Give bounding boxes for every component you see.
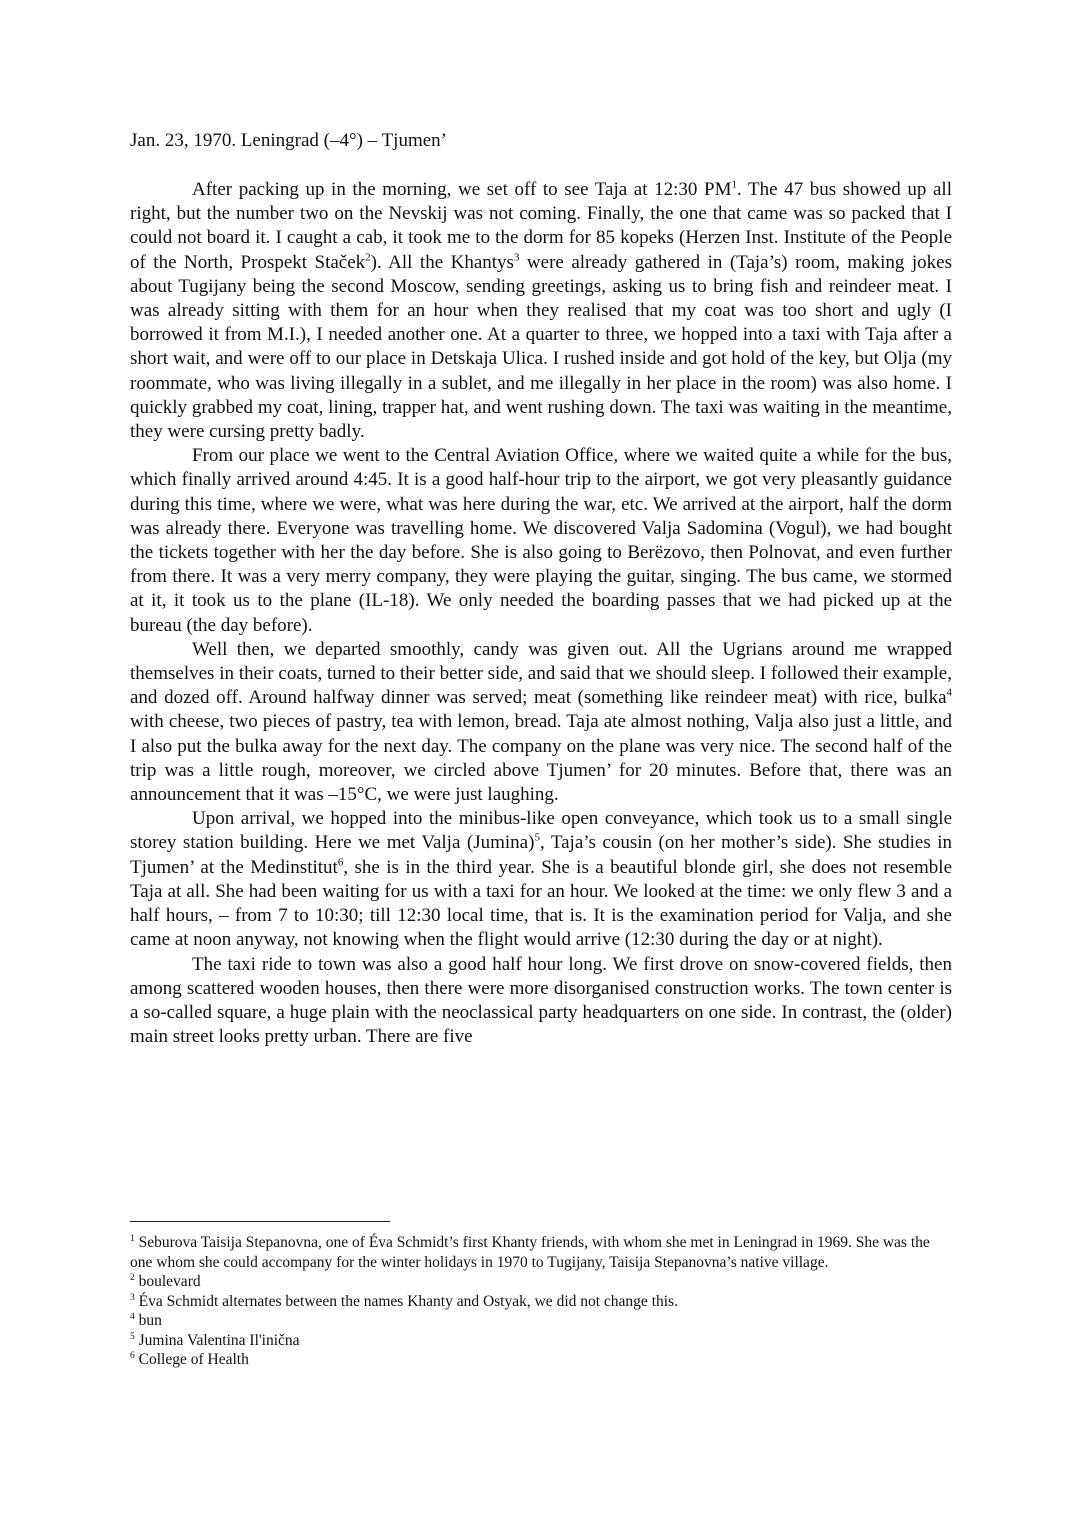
paragraph-text: , Taja’s cousin (on her mother’s side). She studies in Tjumen’ at the Medinstitut [130,832,953,878]
footnote-ref: 2 [365,251,371,264]
footnote-text: College of Health [134,1351,249,1368]
body-text [130,178,952,1049]
footnotes [130,1233,952,1370]
paragraph [130,638,952,807]
paragraph-text: ). All the Khantys [370,251,514,273]
footnote-number: 2 [130,1272,135,1283]
paragraph [130,444,952,638]
footnote [130,1311,952,1331]
footnote-ref: 6 [337,856,344,869]
footnote-number: 5 [130,1331,135,1342]
paragraph-text: The taxi ride to town was also a good half hour long. We first drove on snow-covered fields, then among scattered wooden houses, then there were more disorganised construction works. The town center is a so-called square, a huge plain with the neoclassical party headquarters on one side. In contrast, the (older) main street looks pretty urban. There are five [130,953,952,1048]
footnote-number: 1 [130,1233,135,1244]
paragraph-text: with cheese, two pieces of pastry, tea with lemon, bread. Taja ate almost nothing, Valja also just a little, and I also put the bulka away for the next day. The company on the plane was very nice. The second half of the trip was a little rough, moreover, we circled above Tjumen’ for 20 minutes. Before that, there was an announcement that it was –15°C, we were just laughing. [130,711,952,806]
footnote-text: Jumina Valentina Il'inična [134,1331,300,1349]
footnote-ref: 4 [946,686,952,699]
paragraph [130,953,952,1050]
footnote-text: bun [134,1312,162,1329]
paragraph [130,178,952,444]
footnote-text: Éva Schmidt alternates between the names Khanty and Ostyak, we did not change this. [134,1292,678,1310]
paragraph-text: Upon arrival, we hopped into the minibus-like open conveyance, which took us to a small single storey station building. Here we met Valja (Jumina) [130,808,952,854]
footnote-text: Seburova Taisija Stepanovna, one of Éva Schmidt’s first Khanty friends, with whom she met in Leningrad in 1969. She was the one whom she could accompany for the winter holidays in 1970 to Tugijany, Taisija Stepanovna’s native village. [130,1234,930,1271]
footnote [130,1292,952,1312]
entry-heading: Jan. 23, 1970. Leningrad (–4°) – Tjumen’ [130,130,447,151]
paragraph [130,807,952,952]
footnote [130,1272,952,1292]
footnote-ref: 1 [731,178,737,191]
paragraph-text: were already gathered in (Taja’s) room, making jokes about Tugijany being the second Moscow, sending greetings, asking us to bring fish and reindeer meat. I was already sitting with them for an hour when they realised that my coat was too short and ugly (I borrowed it from M.I.), I needed another one. At a quarter to three, we hopped into a taxi with Taja after a short wait, and were off to our place in Detskaja Ulica. I rushed inside and got hold of the key, but Olja (my roommate, who was living illegally in a sublet, and me illegally in her place in the room) was also home. I quickly grabbed my coat, lining, trapper hat, and went rushing down. The taxi was waiting in the meantime, they were cursing pretty badly. [130,251,952,443]
paragraph-text: Well then, we departed smoothly, candy was given out. All the Ugrians around me wrapped themselves in their coats, turned to their better side, and said that we should sleep. I followed their example, and dozed off. Around halfway dinner was served; meat (something like reindeer meat) with rice, bulka [130,638,952,709]
footnote-ref: 3 [513,251,520,264]
paragraph-text: . The 47 bus showed up all right, but the number two on the Nevskij was not coming. Finally, the one that came was so packed that I could not board it. I caught a cab, it took me to the dorm for 85 kopeks (Herzen Inst. Institute of the People of the North, Prospekt Staček [130,179,952,273]
paragraph-text: , she is in the third year. She is a beautiful blonde girl, she does not resemble Taja at all. She had been waiting for us with a taxi for an hour. We looked at the time: we only flew 3 and a half hours, – from 7 to 10:30; till 12:30 local time, that is. It is the examination period for Valja, and she came at noon anyway, not knowing when the flight would arrive (12:30 during the day or at night). [130,856,952,951]
paragraph-text: After packing up in the morning, we set off to see Taja at 12:30 PM [192,179,732,200]
footnote-number: 4 [130,1311,135,1322]
paragraph-text: From our place we went to the Central Aviation Office, where we waited quite a while for the bus, which finally arrived around 4:45. It is a good half-hour trip to the airport, we got very pleasantly guidance during this time, where we were, what was here during the war, etc. We arrived at the airport, half the dorm was already there. Everyone was travelling home. We discovered Valja Sadomina (Vogul), we had bought the tickets together with her the day before. She is also going to Berëzovo, then Polnovat, and even further from there. It was a very merry company, they were playing the guitar, singing. The bus came, we stormed at it, it took us to the plane (IL-18). We only needed the boarding passes that we had picked up at the bureau (the day before). [130,445,952,636]
footnote-text: boulevard [134,1273,201,1290]
footnote-ref: 5 [534,832,540,845]
footnote [130,1233,952,1272]
footnote [130,1350,952,1370]
footnote [130,1331,952,1351]
footnote-number: 6 [130,1350,135,1361]
footnote-separator [130,1221,390,1222]
footnote-number: 3 [130,1292,135,1303]
